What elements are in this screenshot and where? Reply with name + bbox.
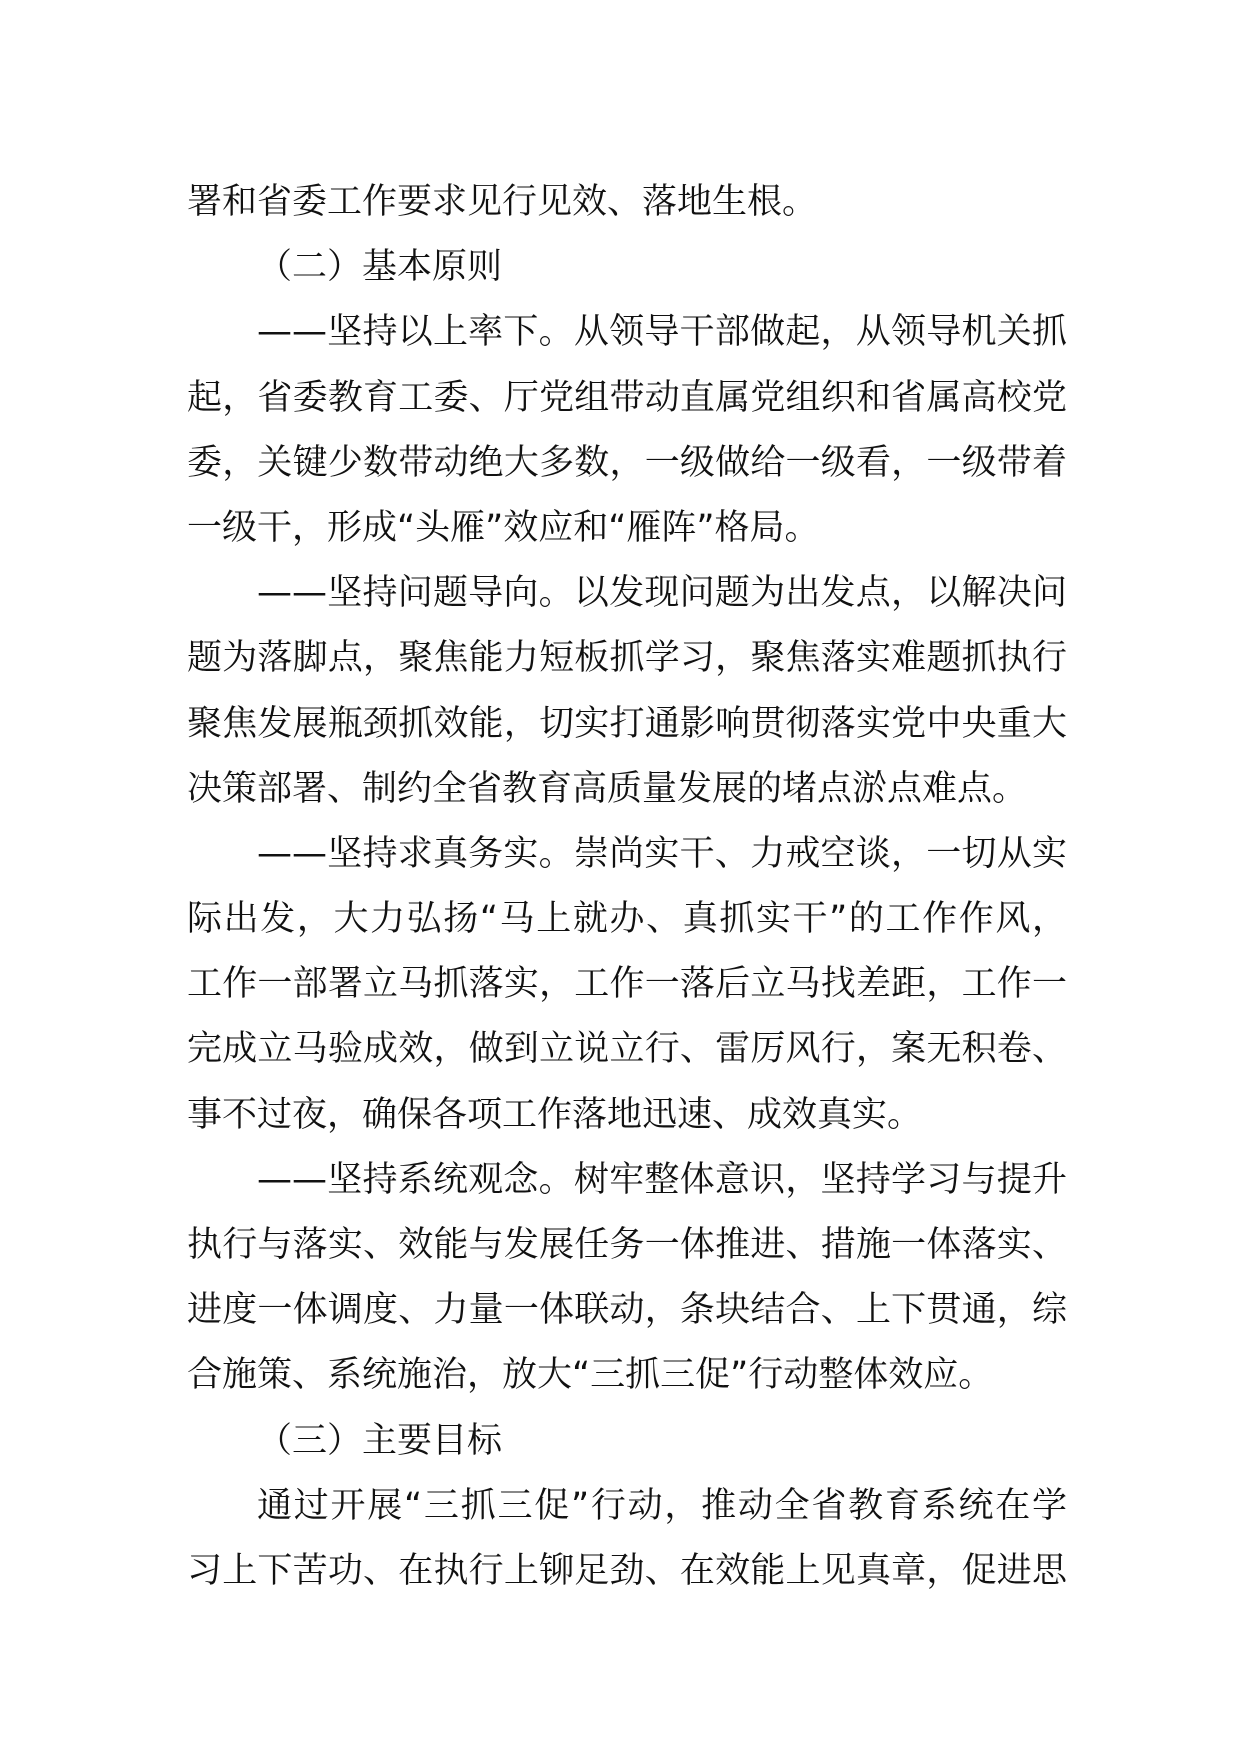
text-line: 起，省委教育工委、厅党组带动直属党组织和省属高校党 (187, 377, 1067, 418)
text-line: 合施策、系统施治，放大“三抓三促”行动整体效应。 (187, 1355, 994, 1396)
text-line: 一级干，形成“头雁”效应和“雁阵”格局。 (187, 507, 820, 548)
text-line: 题为落脚点，聚焦能力短板抓学习，聚焦落实难题抓执行 (187, 638, 1067, 679)
text-line: 聚焦发展瓶颈抓效能，切实打通影响贯彻落实党中央重大 (187, 703, 1067, 744)
text-line: 署和省委工作要求见行见效、落地生根。 (187, 182, 818, 222)
text-line: 际出发，大力弘扬“马上就办、真抓实干”的工作作风， (187, 899, 1067, 940)
text-line: ——坚持问题导向。以发现问题为出发点，以解决问 (257, 573, 1067, 614)
text-line: ——坚持以上率下。从领导干部做起，从领导机关抓 (257, 312, 1067, 353)
text-line: 通过开展“三抓三促”行动，推动全省教育系统在学 (257, 1485, 1067, 1526)
text-line: ——坚持系统观念。树牢整体意识，坚持学习与提升 (257, 1159, 1067, 1200)
text-line: 进度一体调度、力量一体联动，条块结合、上下贯通，综 (187, 1290, 1067, 1331)
text-line: 决策部署、制约全省教育高质量发展的堵点淤点难点。 (187, 768, 1028, 809)
section-heading-basic-principles: （二）基本原则 (257, 247, 503, 288)
text-line: 习上下苦功、在执行上铆足劲、在效能上见真章，促进思 (187, 1550, 1067, 1591)
text-line: ——坚持求真务实。崇尚实干、力戒空谈，一切从实 (257, 833, 1067, 874)
text-line: 完成立马验成效，做到立说立行、雷厉风行，案无积卷、 (187, 1029, 1067, 1070)
body-text (187, 170, 1067, 1604)
text-line: 委，关键少数带动绝大多数，一级做给一级看，一级带着 (187, 442, 1067, 483)
text-line: 事不过夜，确保各项工作落地迅速、成效真实。 (187, 1094, 923, 1135)
text-line: 工作一部署立马抓落实，工作一落后立马找差距，工作一 (187, 964, 1067, 1005)
section-heading-main-goals: （三）主要目标 (257, 1420, 503, 1461)
text-line: 执行与落实、效能与发展任务一体推进、措施一体落实、 (187, 1225, 1067, 1265)
